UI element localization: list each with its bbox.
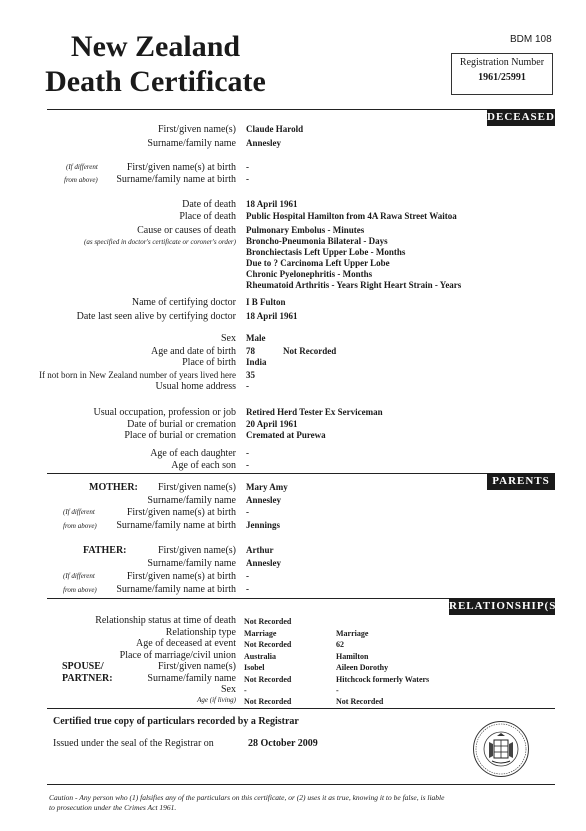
- mother-surname-label: Surname/family name: [147, 495, 236, 506]
- father-first: Arthur: [246, 545, 274, 555]
- rel-type-1: Marriage: [244, 629, 277, 638]
- cause-line: Rheumatoid Arthritis - Years Right Heart Strain - Years: [246, 280, 462, 290]
- from-above-note: from above): [64, 176, 98, 184]
- from-above-note: from above): [63, 522, 97, 530]
- mother-birth-surname-label: Surname/family name at birth: [116, 520, 236, 531]
- birth-surname-label: Surname/family name at birth: [116, 174, 236, 185]
- age-label: Age and date of birth: [151, 346, 236, 357]
- place-of-death-label: Place of death: [179, 211, 236, 222]
- divider: [47, 784, 555, 785]
- surname: Annesley: [246, 138, 282, 148]
- father-birth-surname: -: [246, 584, 249, 594]
- home-label: Usual home address: [155, 381, 236, 392]
- rel-surname-1: Not Recorded: [244, 675, 292, 684]
- mother-first-label: First/given name(s): [157, 482, 236, 493]
- if-different-note: (If different: [63, 508, 95, 516]
- rel-sex-label: Sex: [221, 684, 236, 695]
- sons-label: Age of each son: [171, 460, 236, 471]
- rel-place-1: Australia: [244, 652, 276, 661]
- sex-label: Sex: [221, 333, 236, 344]
- caution-line-1: Caution - Any person who (1) falsifies any of the particulars on this certificate, or (2) uses it as true, knowing it to be false, is liable: [49, 793, 445, 802]
- date-of-death-label: Date of death: [182, 199, 236, 210]
- first-names-label: First/given name(s): [157, 124, 236, 135]
- father-birth-first-label: First/given name(s) at birth: [126, 571, 236, 582]
- father-heading: FATHER:: [83, 545, 127, 556]
- rel-sex-2: -: [336, 686, 339, 695]
- rel-place-2: Hamilton: [336, 652, 369, 661]
- burial-place-label: Place of burial or cremation: [124, 430, 236, 441]
- cause-line: Due to ? Carcinoma Left Upper Lobe: [246, 258, 390, 268]
- first-names: Claude Harold: [246, 124, 304, 134]
- last-seen-label: Date last seen alive by certifying doctor: [76, 311, 236, 322]
- rel-sex-1: -: [244, 686, 247, 695]
- mother-surname: Annesley: [246, 495, 282, 505]
- birth-surname: -: [246, 174, 249, 184]
- rel-age-2: 62: [336, 640, 344, 649]
- certified-statement: Certified true copy of particulars recorded by a Registrar: [53, 716, 299, 727]
- birth-first: -: [246, 162, 249, 172]
- age: 78: [246, 346, 255, 356]
- burial-date: 20 April 1961: [246, 419, 298, 429]
- partner-heading: PARTNER:: [62, 673, 113, 684]
- rel-place-label: Place of marriage/civil union: [119, 650, 236, 661]
- rel-age-living-label: Age (if living): [197, 696, 236, 704]
- title-line-1: New Zealand: [70, 30, 241, 63]
- registrar-seal-icon: [472, 720, 530, 778]
- registration-box: [451, 53, 553, 95]
- cause-line: Chronic Pyelonephritis - Months: [246, 269, 373, 279]
- sons: -: [246, 460, 249, 470]
- cause-note: (as specified in doctor's certificate or coroner's order): [84, 238, 236, 246]
- divider: [47, 109, 555, 110]
- cause-line: Broncho-Pneumonia Bilateral - Days: [246, 236, 388, 246]
- mother-birth-surname: Jennings: [246, 520, 281, 530]
- registration-number: 1961/25991: [478, 72, 526, 83]
- rel-age-1: Not Recorded: [244, 640, 292, 649]
- daughters: -: [246, 448, 249, 458]
- cause-label: Cause or causes of death: [137, 225, 236, 236]
- rel-status-label: Relationship status at time of death: [95, 615, 236, 626]
- cause-line: Bronchiectasis Left Upper Lobe - Months: [246, 247, 406, 257]
- rel-age-living-2: Not Recorded: [336, 697, 384, 706]
- birthplace-label: Place of birth: [182, 357, 236, 368]
- rel-age-label: Age of deceased at event: [136, 638, 236, 649]
- section-deceased: DECEASED: [487, 109, 555, 126]
- occupation: Retired Herd Tester Ex Serviceman: [246, 407, 383, 417]
- father-birth-first: -: [246, 571, 249, 581]
- birth-first-label: First/given name(s) at birth: [126, 162, 236, 173]
- birthplace: India: [246, 357, 267, 367]
- caution-line-2: to prosecution under the Crimes Act 1961.: [49, 803, 177, 812]
- section-parents: PARENTS: [487, 473, 555, 490]
- burial-place: Cremated at Purewa: [246, 430, 326, 440]
- date-of-death: 18 April 1961: [246, 199, 298, 209]
- rel-first-1: Isobel: [244, 663, 265, 672]
- place-of-death: Public Hospital Hamilton from 4A Rawa Street Waitoa: [246, 211, 457, 221]
- spouse-heading: SPOUSE/: [62, 661, 104, 672]
- doctor: I B Fulton: [246, 297, 286, 307]
- divider: [47, 708, 555, 709]
- years-nz-label: If not born in New Zealand number of years lived here: [39, 370, 236, 380]
- last-seen: 18 April 1961: [246, 311, 298, 321]
- mother-birth-first-label: First/given name(s) at birth: [126, 507, 236, 518]
- rel-first-2: Aileen Dorothy: [336, 663, 389, 672]
- form-code: BDM 108: [510, 34, 552, 45]
- date-of-birth: Not Recorded: [283, 346, 337, 356]
- home-address: -: [246, 381, 249, 391]
- rel-first-label: First/given name(s): [157, 661, 236, 672]
- registration-label: Registration Number: [459, 57, 545, 68]
- divider: [47, 473, 555, 474]
- if-different-note: (If different: [63, 572, 95, 580]
- rel-status: Not Recorded: [244, 617, 292, 626]
- occupation-label: Usual occupation, profession or job: [93, 407, 236, 418]
- years-nz: 35: [246, 370, 255, 380]
- section-relationships: RELATIONSHIP(S): [449, 598, 555, 615]
- daughters-label: Age of each daughter: [150, 448, 236, 459]
- burial-date-label: Date of burial or cremation: [127, 419, 236, 430]
- father-first-label: First/given name(s): [157, 545, 236, 556]
- rel-type-label: Relationship type: [165, 627, 236, 638]
- sex: Male: [246, 333, 266, 343]
- from-above-note: from above): [63, 586, 97, 594]
- doctor-label: Name of certifying doctor: [131, 297, 236, 308]
- mother-birth-first: -: [246, 507, 249, 517]
- mother-first: Mary Amy: [246, 482, 288, 492]
- mother-heading: MOTHER:: [89, 482, 138, 493]
- rel-surname-label: Surname/family name: [147, 673, 236, 684]
- rel-surname-2: Hitchcock formerly Waters: [336, 675, 430, 684]
- rel-type-2: Marriage: [336, 629, 369, 638]
- cause-line: Pulmonary Embolus - Minutes: [246, 225, 365, 235]
- issued-label: Issued under the seal of the Registrar on: [53, 738, 214, 749]
- rel-age-living-1: Not Recorded: [244, 697, 292, 706]
- if-different-note: (If different: [66, 163, 98, 171]
- father-birth-surname-label: Surname/family name at birth: [116, 584, 236, 595]
- surname-label: Surname/family name: [147, 138, 236, 149]
- issued-date: 28 October 2009: [248, 738, 318, 749]
- title-line-2: Death Certificate: [45, 65, 266, 98]
- father-surname: Annesley: [246, 558, 282, 568]
- father-surname-label: Surname/family name: [147, 558, 236, 569]
